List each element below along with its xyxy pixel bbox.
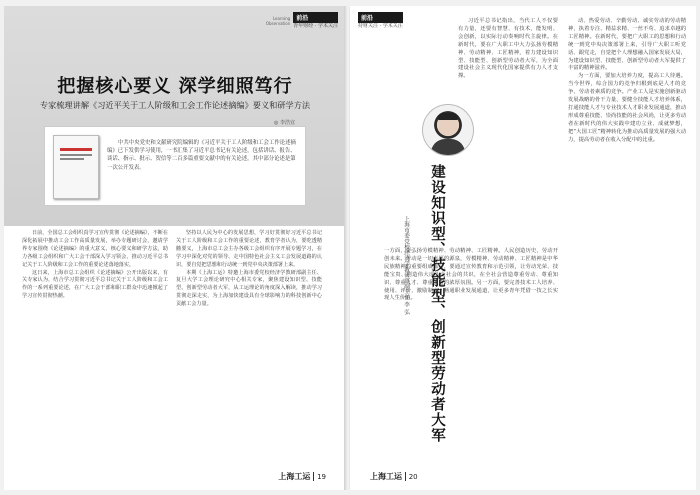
paragraph: 日前，全国总工会组织真学习宣传贯彻《论述摘编》，不断在深化拓展中推动工会工作高质量发展，举办专题研讨会，邀请学界专家围绕《论述摘编》的重大意义、核心要义和研学方法，助力各级工会组织和广大工会干部深入学习领会，推动习近平总书记关于工人阶级和工会工作的重要论述落地落实。	[22, 230, 168, 268]
page-number: 19	[317, 472, 326, 481]
paragraph: 动、热爱劳动、辛勤劳动、诚实劳动的劳动精神，执着专注、精益求精、一丝不苟、追求卓越的工匠精神。在新时代，要把广大职工的思想和行动统一到党中央决策部署上来，引导广大职工听党话、跟党走，自觉把个人理想融入国家发展大局，为建设知识型、技能型、创新型劳动者大军提供了丰富的精神滋养。	[568, 18, 686, 72]
page-folio-left	[278, 471, 326, 482]
article-author: ◎ 李浩宜	[274, 120, 295, 126]
article-title: 建设知识型、技能型、创新型劳动者大军	[429, 164, 446, 443]
tag-column: 持财关注 · 学术关注	[358, 23, 403, 29]
body-column-1-lower	[384, 248, 558, 303]
tag-small-bottom: Observation	[265, 20, 291, 26]
tag-badge: 前沿	[293, 12, 338, 23]
folio-brand: 上海工运	[278, 471, 311, 481]
tag-badge: 前沿	[358, 12, 403, 23]
author-name: 李 弘	[403, 301, 409, 315]
left-page	[4, 6, 346, 490]
paragraph: 坚持以人民为中心的发展思想，学习好贯彻好习近平总书记关于工人阶级和工会工作的重要论述，教育学者认为，要吃透精髓要义，上海市总工会主办各级工会组织有序开展专题学习，在学习中深化对党的领导、走中国特色社会主义工会发展道路的认识，要自觉把思想和行动统一到党中央决策部署上来。	[176, 230, 322, 268]
article-title: 把握核心要义 深学细照笃行	[57, 76, 293, 97]
paragraph: 为一方面，要加大培养力度，提高工人待遇。当今世界，综合国力的竞争归根到底是人才的竞争、劳动者素质的竞争。产业工人是实施创新驱动发展战略的骨干力量，要健全技能人才培养体系，打通技能人才与专业技术人才职业发展通道，推动形成尊重技能、崇尚技能的社会风尚，让更多劳动者在新时代的伟大实践中建功立业、成就梦想，把“大国工匠”精神转化为推动高质量发展的强大动力，提高劳动者在收入分配中的比重。	[568, 73, 686, 143]
paragraph: 习近平总书记指出，当代工人不仅要有力量，还要有智慧、有技术，能发明、会创新，以实际行动奏响时代主旋律。在新时代，要在广大职工中大力弘扬劳模精神、劳动精神、工匠精神，着力建设知识型、技能型、创新型劳动者大军，为全面建设社会主义现代化国家提供有力人才支撑。	[458, 18, 558, 80]
tag-column: 青年财经 · 学术关注	[293, 23, 338, 29]
author-photo	[422, 104, 474, 156]
tag-small-top: Learning	[272, 15, 291, 21]
folio-brand: 上海工运	[370, 471, 402, 481]
body-column-right	[176, 230, 322, 309]
body-column-1	[458, 18, 558, 81]
page-number: 20	[408, 472, 418, 481]
paragraph: 这日来，上海市总工会组织《论述摘编》公开出版以来，有关专家认为，结合学习贯彻习近平总书记关于工人阶级和工会工作的一系列重要论述，在广大工会干部和职工群众中迅速掀起了学习宣传贯彻热潮。	[22, 269, 168, 300]
right-column-tag	[358, 12, 403, 29]
body-column-left	[22, 230, 168, 309]
book-intro-box	[44, 126, 306, 206]
left-column-tag	[266, 12, 338, 29]
author-affiliation: 上海市委党校经济学教研部副主任	[403, 216, 409, 300]
book-cover-image	[53, 135, 99, 199]
body-columns	[22, 230, 322, 309]
article-subtitle: 专家梳理讲解《习近平关于工人阶级和工会工作论述摘编》要义和研学方法	[39, 100, 311, 110]
paragraph: 本期《上海工运》特邀上海市委党校经济学教研部副主任、复旦大学工会理论研究中心相关专家，聚焦建设知识型、技能型、创新型劳动者大军，从工运理论的角度深入解读，推动学习贯彻走深走实，为上海加快建设具有全球影响力的科技创新中心贡献工会力量。	[176, 269, 322, 308]
paragraph: 一方面，要弘扬劳模精神、劳动精神、工匠精神。人民创造历史，劳动开创未来。劳动是一切幸福的源泉，劳模精神、劳动精神、工匠精神是中华民族精神的重要组成部分，要通过宣传教育和示范引领，让劳动光荣、技能宝贵、创造伟大成为全社会的共识，在全社会营造尊重劳动、尊重知识、尊重人才、尊重创造的浓厚氛围。另一方面，要完善技术工人培养、使用、评价、激励制度，畅通职业发展通道，让更多青年凭借一技之长实现人生价值。	[384, 248, 558, 302]
right-page	[350, 6, 696, 490]
book-intro-text: 中共中央党史和文献研究院编辑的《习近平关于工人阶级和工会工作论述摘编》已下发供学习使用，一书汇集了习近平总书记有关论述，包括讲话、报告、谈话、指示、批示、贺信等二百多篇重要文献中的有关论述。其中部分论述是第一次公开发表。	[107, 140, 296, 171]
body-column-2	[568, 18, 686, 145]
page-folio-right	[370, 471, 418, 482]
